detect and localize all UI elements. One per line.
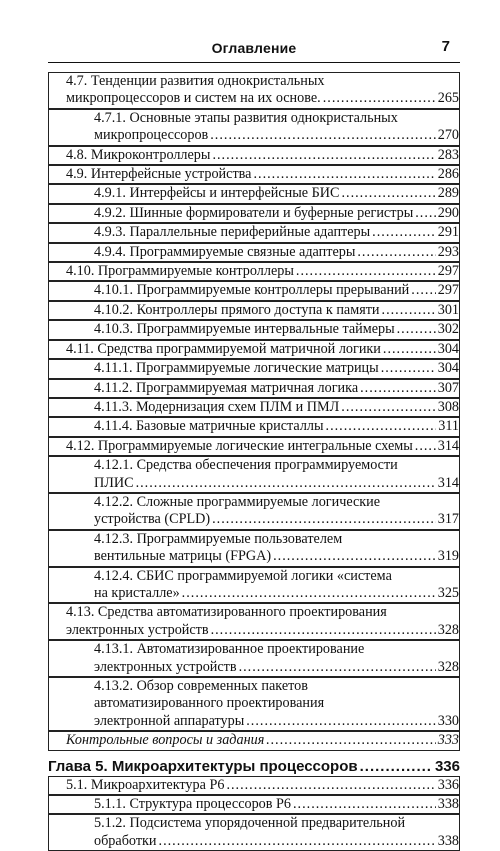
toc-subsection-entry[interactable] <box>48 493 460 530</box>
toc-page-number: 319 <box>437 548 459 565</box>
toc-dot-leader <box>397 321 436 338</box>
toc-entry-text: 4.9.3. Параллельные периферийные адаптеры <box>94 224 371 241</box>
toc-entry-text: электронной аппаратуры <box>94 712 245 729</box>
toc-entry-text: 4.10. Программируемые контроллеры <box>66 263 294 280</box>
toc-entry-text: 5.1. Микроархитектура P6 <box>66 776 225 793</box>
toc-subsection-entry[interactable] <box>48 379 460 398</box>
toc-entry-line <box>94 511 459 528</box>
toc-section-entry[interactable] <box>48 340 460 359</box>
toc-entry-line <box>94 585 459 602</box>
toc-entry-text: 4.11.4. Базовые матричные кристаллы <box>94 418 324 435</box>
toc-entry-text: 4.10.2. Контроллеры прямого доступа к памяти <box>94 301 380 318</box>
toc-entry-text: 4.12.4. СБИС программируемой логики «система <box>94 567 392 584</box>
toc-section-entry[interactable] <box>48 731 460 750</box>
toc-entry-line <box>94 399 459 416</box>
toc-section-entry[interactable] <box>48 262 460 281</box>
toc-entry-line <box>66 73 459 90</box>
toc-entry-line <box>94 796 459 813</box>
toc-entry-text: 5.1.2. Подсистема упорядоченной предварительной <box>94 815 406 832</box>
toc-dot-leader <box>253 166 435 183</box>
toc-dot-leader <box>159 833 436 850</box>
toc-entry-line <box>94 475 459 492</box>
toc-page-number: 289 <box>437 185 459 202</box>
toc-section-entry[interactable] <box>48 603 460 640</box>
toc-page-number: 290 <box>437 204 459 221</box>
toc-dot-leader <box>326 418 437 435</box>
toc-subsection-entry[interactable] <box>48 109 460 146</box>
toc-section-entry[interactable] <box>48 146 460 165</box>
toc-entry-text: 4.11.2. Программируемая матричная логика <box>94 379 359 396</box>
toc-dot-leader <box>341 399 435 416</box>
toc-page-number: 336 <box>437 776 459 793</box>
toc-page-number: 297 <box>437 282 459 299</box>
toc-entry-text: 4.13.1. Автоматизированное проектирование <box>94 641 365 658</box>
toc-entry-line <box>66 732 459 749</box>
toc-entry-line <box>66 777 459 794</box>
toc-entry-line <box>94 695 459 712</box>
toc-dot-leader <box>296 263 436 280</box>
toc-dot-leader <box>415 205 435 222</box>
toc-entry-text: микропроцессоров <box>94 127 209 144</box>
toc-entry-text: 4.12. Программируемые логические интегральные схемы <box>66 437 413 454</box>
toc-entry-text: 4.11.1. Программируемые логические матрицы <box>94 360 379 377</box>
toc-dot-leader <box>212 511 436 528</box>
toc-page-number: 291 <box>437 224 459 241</box>
toc-dot-leader <box>226 777 435 794</box>
toc-entry-line <box>94 380 459 397</box>
toc-entry-line <box>94 360 459 377</box>
toc-entry-line <box>94 302 459 319</box>
toc-entry-line <box>94 127 459 144</box>
toc-section-entry[interactable] <box>48 776 460 795</box>
toc-subsection-entry[interactable] <box>48 530 460 567</box>
toc-entry-text: 4.9. Интерфейсные устройства <box>66 166 252 183</box>
toc-page-number: 304 <box>437 360 459 377</box>
toc-entry-line <box>94 531 459 548</box>
toc-entry-text: ПЛИС <box>94 474 134 491</box>
toc-page-number: 330 <box>437 712 459 729</box>
toc-entry-text: 4.11.3. Модернизация схем ПЛМ и ПМЛ <box>94 398 340 415</box>
toc-entry-line <box>94 713 459 730</box>
toc-subsection-entry[interactable] <box>48 281 460 300</box>
toc-page-number: 314 <box>437 474 459 491</box>
toc-entry-text: 4.13.2. Обзор современных пакетов <box>94 678 308 694</box>
toc-entry-line <box>66 263 459 280</box>
toc-entry-text: 4.10.3. Программируемые интервальные таймеры <box>94 321 395 338</box>
toc-page-number: 328 <box>437 621 459 638</box>
toc-entry-text: 4.11. Средства программируемой матричной логики <box>66 340 381 357</box>
toc-dot-leader <box>182 585 436 602</box>
toc-dot-leader <box>381 360 436 377</box>
toc-entry-text: 4.8. Микроконтроллеры <box>66 146 211 163</box>
toc-entry-line <box>94 321 459 338</box>
toc-dot-leader <box>341 185 435 202</box>
toc-dot-leader <box>372 224 436 241</box>
toc-entry-line <box>94 457 459 474</box>
toc-subsection-entry[interactable] <box>48 640 460 677</box>
toc-entry-line <box>94 205 459 222</box>
toc-dot-leader <box>293 796 436 813</box>
toc-entry-text: электронных устройств <box>66 621 209 638</box>
toc-page-number: 336 <box>434 757 460 775</box>
toc-entry-text: 4.7. Тенденции развития однокристальных <box>66 73 325 89</box>
toc-entry-text: 4.12.2. Сложные программируемые логические <box>94 493 381 510</box>
toc-entry-text: 5.1.1. Структура процессоров P6 <box>94 796 291 813</box>
toc-page-number: 308 <box>437 398 459 415</box>
toc-dot-leader <box>360 380 436 397</box>
toc-entry-line <box>66 90 459 107</box>
toc-entry-text: Контрольные вопросы и задания <box>66 732 265 749</box>
toc-page-number: 314 <box>437 437 459 454</box>
toc-entry-text: 4.12.1. Средства обеспечения программируемости <box>94 457 398 474</box>
toc-entry-text: обработки <box>94 832 157 849</box>
toc-dot-leader <box>411 282 435 299</box>
toc-subsection-entry[interactable] <box>48 204 460 223</box>
toc-entry-line <box>66 341 459 358</box>
toc-dot-leader <box>211 622 436 639</box>
toc-entry-line <box>94 494 459 511</box>
toc-page-number: 301 <box>437 301 459 318</box>
toc-subsection-entry[interactable] <box>48 417 460 436</box>
toc-page-number: 338 <box>437 832 459 849</box>
toc-dot-leader <box>136 475 436 492</box>
toc-entry-text: 4.10.1. Программируемые контроллеры прерываний <box>94 282 410 299</box>
toc-entry-text: 4.9.2. Шинные формирователи и буферные регистры <box>94 204 414 221</box>
toc-entry-line <box>66 147 459 164</box>
toc-subsection-entry[interactable] <box>48 795 460 814</box>
toc-page-number: 265 <box>437 90 459 107</box>
toc-section-entry[interactable] <box>48 72 460 109</box>
toc-dot-leader <box>383 341 436 358</box>
header-title: Оглавление <box>211 40 297 56</box>
toc-dot-leader <box>415 438 436 455</box>
toc-entry-line <box>94 185 459 202</box>
page-header <box>48 40 460 66</box>
toc-dot-leader <box>246 713 435 730</box>
toc-subsection-entry[interactable] <box>48 567 460 604</box>
toc-entry-line <box>94 224 459 241</box>
toc-subsection-entry[interactable] <box>48 320 460 339</box>
toc-entry-line <box>66 438 459 455</box>
toc-entry-line <box>94 568 459 585</box>
toc-entry-text: 4.9.4. Программируемые связные адаптеры <box>94 243 356 260</box>
toc-entry-text: Глава 5. Микроархитектуры процессоров <box>48 757 358 775</box>
toc-section-entry[interactable] <box>48 437 460 456</box>
toc-chapter-entry[interactable] <box>48 757 460 776</box>
toc-page-number: 325 <box>437 584 459 601</box>
toc-entry-text: 4.7.1. Основные этапы развития однокристальных <box>94 109 398 126</box>
toc-dot-leader <box>210 127 435 144</box>
toc-section-entry[interactable] <box>48 165 460 184</box>
toc-page-number: 338 <box>437 796 459 813</box>
toc-entry-line <box>94 815 459 832</box>
toc-entry-text: устройства (CPLD) <box>94 511 211 528</box>
toc-page-number: 297 <box>437 263 459 280</box>
toc-page-number: 333 <box>437 732 459 749</box>
toc-entry-line <box>94 282 459 299</box>
toc-entry-line <box>66 622 459 639</box>
toc-page-number: 286 <box>437 166 459 183</box>
toc-entry-line <box>66 604 459 621</box>
toc-page-number: 283 <box>437 146 459 163</box>
toc-subsection-entry[interactable] <box>48 301 460 320</box>
toc-dot-leader <box>357 244 435 261</box>
toc-entry-line <box>48 757 460 776</box>
table-of-contents <box>48 72 460 851</box>
toc-entry-line <box>66 166 459 183</box>
toc-entry-text: 4.9.1. Интерфейсы и интерфейсные БИС <box>94 185 340 202</box>
toc-entry-text: электронных устройств <box>94 658 237 675</box>
toc-subsection-entry[interactable] <box>48 677 460 731</box>
toc-entry-line <box>94 244 459 261</box>
toc-subsection-entry[interactable] <box>48 456 460 493</box>
toc-dot-leader <box>212 147 435 164</box>
toc-page-number: 293 <box>437 243 459 260</box>
toc-page-number: 307 <box>437 379 459 396</box>
toc-page-number: 317 <box>437 511 459 528</box>
toc-page-number: 302 <box>437 321 459 338</box>
toc-subsection-entry[interactable] <box>48 223 460 242</box>
toc-dot-leader <box>323 90 436 107</box>
toc-dot-leader <box>273 548 436 565</box>
toc-entry-line <box>94 678 459 695</box>
toc-subsection-entry[interactable] <box>48 184 460 203</box>
toc-page-number: 328 <box>437 658 459 675</box>
toc-subsection-entry[interactable] <box>48 243 460 262</box>
toc-entry-text: 4.13. Средства автоматизированного проектирования <box>66 604 387 621</box>
toc-subsection-entry[interactable] <box>48 359 460 378</box>
toc-entry-text: на кристалле» <box>94 584 180 601</box>
toc-entry-text: вентильные матрицы (FPGA) <box>94 548 272 565</box>
header-rule <box>48 62 460 63</box>
toc-dot-leader <box>239 659 436 676</box>
toc-entry-line <box>94 548 459 565</box>
toc-subsection-entry[interactable] <box>48 398 460 417</box>
toc-entry-line <box>94 110 459 127</box>
toc-entry-line <box>94 641 459 658</box>
toc-dot-leader <box>266 732 435 749</box>
toc-subsection-entry[interactable] <box>48 814 460 851</box>
toc-entry-line <box>94 659 459 676</box>
toc-entry-text: автоматизированного проектирования <box>94 695 325 712</box>
toc-entry-text: микропроцессоров и систем на их основе. <box>66 90 321 107</box>
toc-dot-leader <box>360 757 433 776</box>
toc-entry-line <box>94 418 459 435</box>
toc-dot-leader <box>382 302 436 319</box>
header-page-number: 7 <box>441 38 450 55</box>
toc-page-number: 270 <box>437 127 459 144</box>
toc-entry-text: 4.12.3. Программируемые пользователем <box>94 530 343 547</box>
toc-entry-line <box>94 833 459 850</box>
toc-page-number: 311 <box>438 418 459 435</box>
toc-page-number: 304 <box>437 340 459 357</box>
